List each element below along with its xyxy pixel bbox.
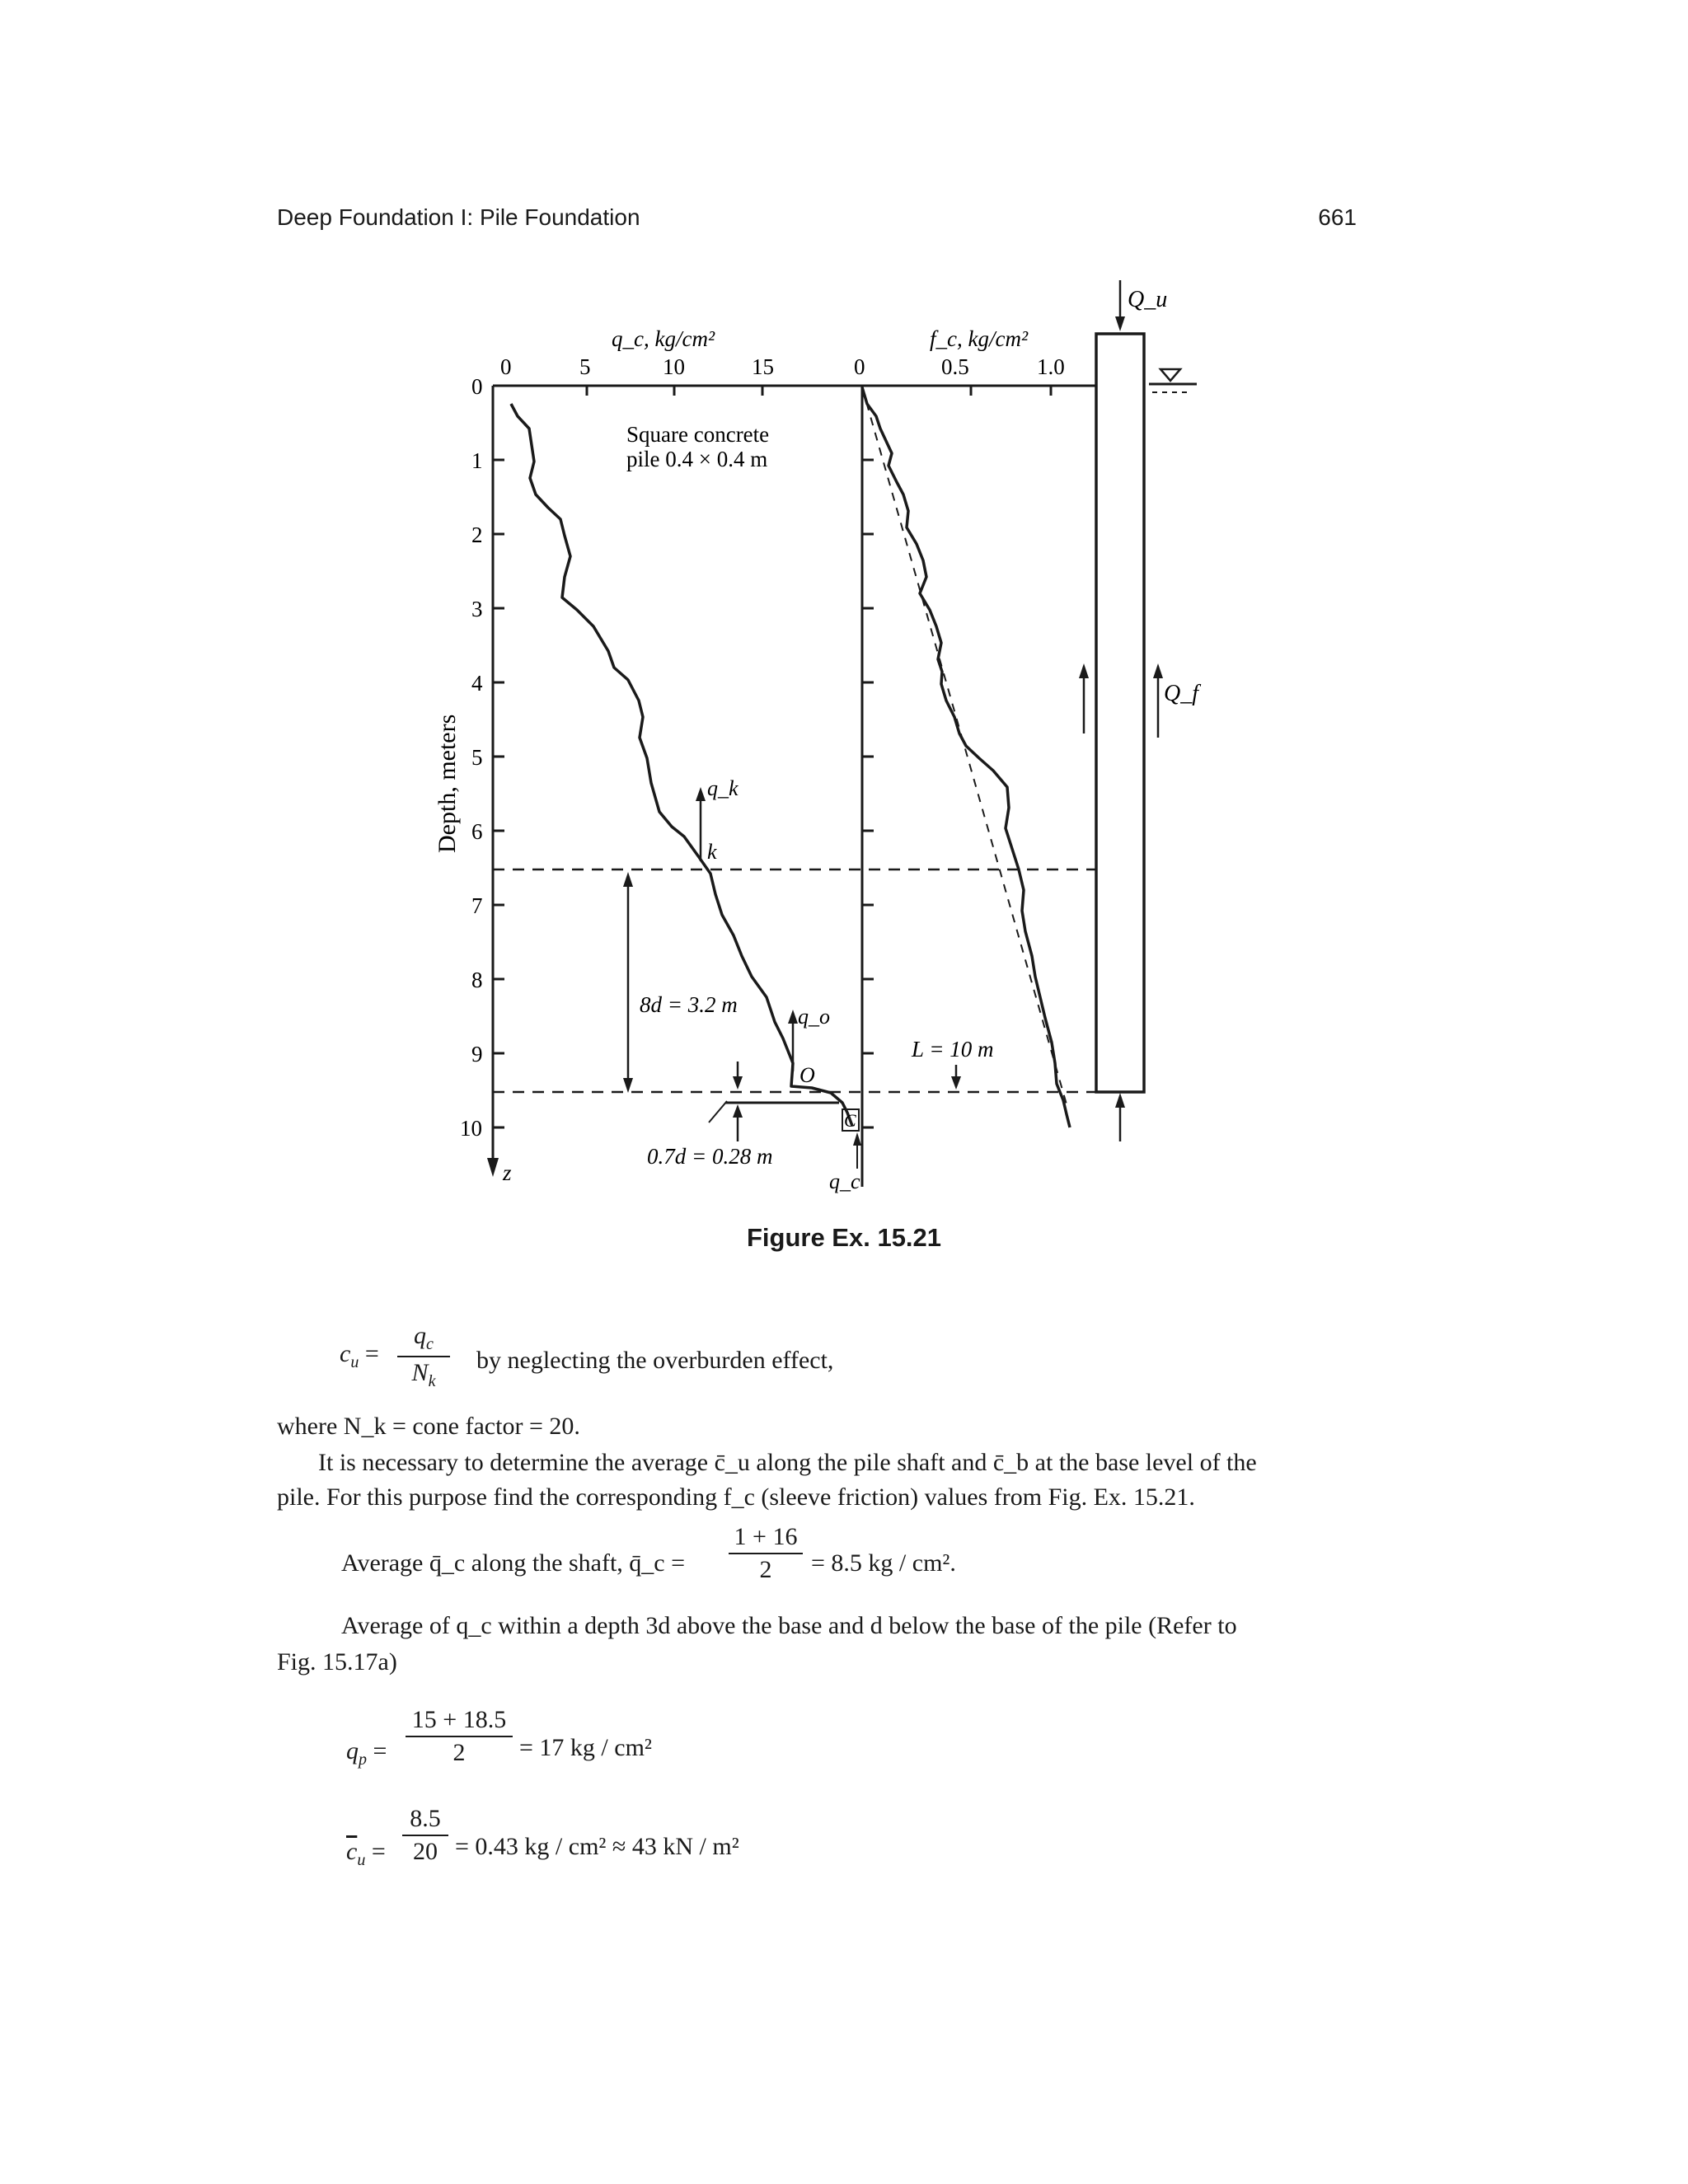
qp-result: = 17 kg / cm² [519,1734,652,1761]
qf-arrowhead [1153,663,1163,678]
where-line: where N_k = cone factor = 20. [277,1413,580,1440]
qc-tick-10: 10 [663,354,685,379]
water-table-symbol [1160,369,1180,381]
base-arrowhead-down [733,1076,743,1090]
pile-shaft [1096,334,1144,1092]
depth-tick-label-2: 2 [471,523,483,547]
depth-tick-label-1: 1 [471,448,483,473]
fc-tick-0: 0 [854,354,865,379]
z-label: z [503,1160,512,1185]
qp-frac [406,1706,513,1767]
qo-label: q_o [798,1005,830,1029]
qc-tick-labels [500,354,774,379]
depth-tick-label-5: 5 [471,745,483,770]
qc-marker-arrowhead [853,1132,861,1146]
running-head-title: Deep Foundation I: Pile Foundation [277,204,640,230]
qc-tick-5: 5 [579,354,591,379]
avg-qc-frac [729,1523,803,1584]
fc-tick-10: 1.0 [1037,354,1065,379]
qk-arrowhead [696,787,706,801]
cu-frac-num: $q_c$ [397,1322,450,1357]
avg-qc-result: = 8.5 kg / cm². [811,1549,956,1577]
o-label: O [799,1063,815,1087]
fc-trend-line [862,387,1067,1104]
qu-label: Q_u [1128,287,1168,312]
para2-line1: Average of q_c within a depth 3d above the base and d below the base of the pile (Refer to [341,1612,1237,1639]
qc-tick-0: 0 [500,354,512,379]
z-arrowhead [487,1158,499,1177]
fc-tick-05: 0.5 [941,354,969,379]
fc-tick-labels [854,354,1065,379]
qf-label: Q_f [1164,681,1198,706]
eight-d-arrow-bottom [623,1078,633,1093]
cu-bar-num: 8.5 [402,1805,448,1836]
depth-tick-label-8: 8 [471,968,483,992]
cu-bar-result: = 0.43 kg / cm² ≈ 43 kN / m² [455,1833,739,1860]
qc-tick-marks [587,386,1051,396]
cu-bar-lhs: $\overline{c}_u$ = [346,1838,386,1869]
pile-note-line2: pile 0.4 × 0.4 m [626,447,768,471]
zero-seven-d-label: 0.7d = 0.28 m [647,1144,773,1169]
depth-tick-label-4: 4 [471,671,483,696]
depth-axis-label: Depth, meters [434,714,461,853]
eight-d-arrow-top [623,872,633,887]
cu-bar-frac [402,1805,448,1866]
depth-tick-label-3: 3 [471,597,483,621]
page-number: 661 [1318,204,1357,230]
cu-bar-den: 20 [413,1838,438,1865]
cu-def-suffix: by neglecting the overburden effect, [476,1347,834,1374]
fc-axis-label: f_c, kg/cm² [930,326,1029,351]
para2-line2: Fig. 15.17a) [277,1648,397,1675]
qp-num: 15 + 18.5 [406,1706,513,1737]
base-reaction-arrowhead [1115,1093,1125,1108]
para1-line2: pile. For this purpose find the corresponding f_c (sleeve friction) values from Fig. Ex. 15.21. [277,1483,1195,1511]
eight-d-label: 8d = 3.2 m [640,992,738,1017]
depth-tick-label-9: 9 [471,1042,483,1066]
avg-qc-num: 1 + 16 [729,1523,803,1554]
figure-caption: Figure Ex. 15.21 [746,1223,942,1252]
para1-line1: It is necessary to determine the average c̄_u along the pile shaft and c̄_b at the base level of the [318,1449,1257,1476]
zero-seven-d-slash [709,1101,727,1122]
cu-lhs: $c_u$ = [340,1340,379,1371]
left-friction-arrowhead [1079,663,1089,678]
avg-qc-den: 2 [759,1556,772,1583]
depth-tick-label-0: 0 [471,374,483,399]
qu-arrowhead [1115,316,1125,331]
qo-arrowhead [788,1010,798,1024]
avg-qc-prefix: Average q̄_c along the shaft, q̄_c = [341,1549,686,1577]
pile-note-line1: Square concrete [626,422,770,447]
qp-lhs: $q_p$ = [346,1737,387,1769]
qp-den: 2 [452,1739,466,1766]
qc-axis-label: q_c, kg/cm² [612,326,715,351]
cu-frac-den: $N_k$ [411,1359,436,1390]
length-arrowhead [951,1076,961,1090]
qc-bottom-label: q_c [829,1169,860,1193]
depth-tick-label-7: 7 [471,893,483,918]
k-label: k [707,840,717,864]
length-label: L = 10 m [912,1037,994,1062]
c-label: C [844,1110,856,1131]
zero-seven-d-arrowhead [733,1104,743,1118]
qc-tick-15: 15 [752,354,774,379]
depth-tick-label-6: 6 [471,819,483,844]
qk-label: q_k [707,776,738,800]
depth-tick-label-10: 10 [460,1116,482,1141]
cu-frac [397,1322,450,1391]
